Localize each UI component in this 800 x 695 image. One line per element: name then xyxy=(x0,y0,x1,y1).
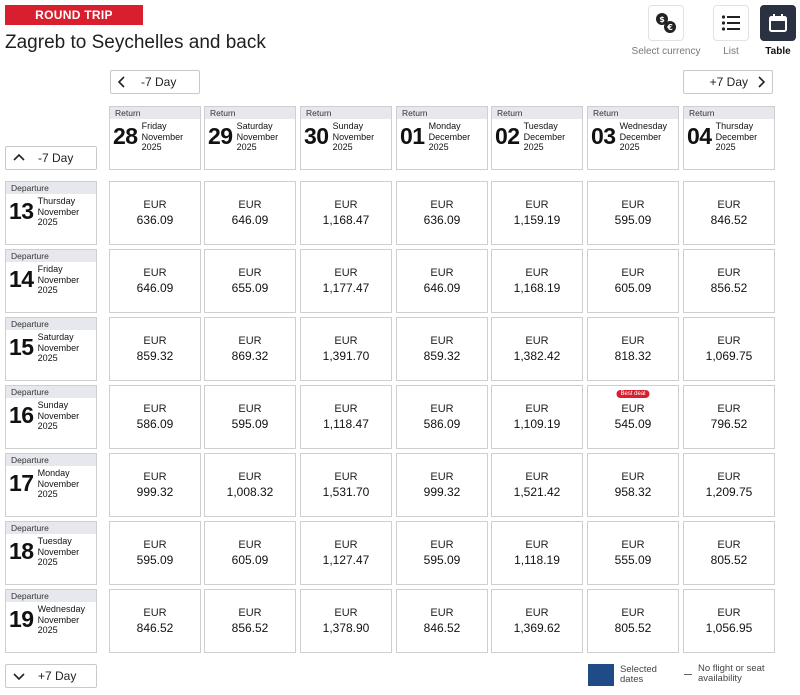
departure-label: Departure xyxy=(6,250,96,262)
price-amount: 1,056.95 xyxy=(705,621,753,635)
price-amount: 646.09 xyxy=(231,213,269,227)
price-amount: 1,209.75 xyxy=(705,485,753,499)
selected-swatch xyxy=(588,664,614,686)
return-year: 2025 xyxy=(523,142,544,152)
departure-date-header[interactable] xyxy=(5,249,97,313)
price-currency: EUR xyxy=(717,539,741,551)
price-cell[interactable] xyxy=(396,453,488,517)
select-currency-control[interactable] xyxy=(630,5,702,57)
departure-weekday: Thursday xyxy=(37,196,76,206)
departure-date-header[interactable] xyxy=(5,589,97,653)
price-amount: 1,127.47 xyxy=(322,553,370,567)
price-currency: EUR xyxy=(717,471,741,483)
return-month: November xyxy=(332,131,375,142)
return-date-header[interactable] xyxy=(396,106,488,170)
departure-next-week-label: +7 Day xyxy=(38,669,77,683)
price-cell[interactable] xyxy=(683,181,775,245)
price-cell[interactable] xyxy=(109,453,201,517)
return-date-header[interactable] xyxy=(204,106,296,170)
return-weekday: Saturday xyxy=(236,121,273,131)
price-amount: 646.09 xyxy=(423,281,461,295)
price-amount: 586.09 xyxy=(423,417,461,431)
return-prev-week-label: -7 Day xyxy=(141,75,177,89)
departure-weekday: Monday xyxy=(37,468,70,478)
return-day: 01 xyxy=(400,123,425,150)
return-label: Return xyxy=(588,107,678,119)
departure-year: 2025 xyxy=(37,217,58,227)
return-date-header[interactable] xyxy=(109,106,201,170)
svg-text:€: € xyxy=(667,23,673,32)
return-weekday: Tuesday xyxy=(523,121,558,131)
price-cell[interactable] xyxy=(396,385,488,449)
return-day: 28 xyxy=(113,123,138,150)
price-currency: EUR xyxy=(525,607,549,619)
price-cell[interactable] xyxy=(204,589,296,653)
price-amount: 1,521.42 xyxy=(513,485,561,499)
departure-date-header[interactable] xyxy=(5,453,97,517)
return-label: Return xyxy=(301,107,391,119)
price-cell[interactable] xyxy=(587,385,679,449)
price-cell[interactable] xyxy=(683,317,775,381)
departure-month: November xyxy=(37,410,80,421)
departure-weekday: Wednesday xyxy=(37,604,85,614)
price-amount: 1,369.62 xyxy=(513,621,561,635)
departure-date-header[interactable] xyxy=(5,385,97,449)
legend-selected xyxy=(588,664,668,686)
departure-year: 2025 xyxy=(37,285,58,295)
chevron-up-icon xyxy=(6,147,30,169)
price-currency: EUR xyxy=(143,403,167,415)
table-view-control[interactable] xyxy=(760,5,796,57)
price-cell[interactable] xyxy=(109,181,201,245)
price-cell[interactable] xyxy=(587,317,679,381)
price-currency: EUR xyxy=(621,403,645,415)
departure-month: November xyxy=(37,614,80,625)
price-cell[interactable] xyxy=(396,249,488,313)
price-currency: EUR xyxy=(334,471,358,483)
price-currency: EUR xyxy=(525,403,549,415)
price-currency: EUR xyxy=(143,471,167,483)
price-currency: EUR xyxy=(717,607,741,619)
price-currency: EUR xyxy=(238,403,262,415)
price-cell[interactable] xyxy=(683,249,775,313)
departure-weekday: Friday xyxy=(37,264,63,274)
price-currency: EUR xyxy=(621,199,645,211)
price-currency: EUR xyxy=(430,267,454,279)
return-date-header[interactable] xyxy=(587,106,679,170)
price-amount: 636.09 xyxy=(423,213,461,227)
departure-weekday: Tuesday xyxy=(37,536,72,546)
best-deal-badge: Best deal xyxy=(616,390,649,398)
departure-day: 14 xyxy=(9,266,34,293)
price-cell[interactable] xyxy=(300,317,392,381)
trip-type-badge: ROUND TRIP xyxy=(5,5,143,25)
price-cell[interactable] xyxy=(491,521,583,585)
price-cell[interactable] xyxy=(491,589,583,653)
departure-label: Departure xyxy=(6,454,96,466)
price-amount: 805.52 xyxy=(710,553,748,567)
departure-date-header[interactable] xyxy=(5,521,97,585)
price-currency: EUR xyxy=(621,607,645,619)
price-currency: EUR xyxy=(334,607,358,619)
price-currency: EUR xyxy=(525,199,549,211)
legend-selected-label: Selected dates xyxy=(620,664,657,685)
departure-label: Departure xyxy=(6,182,96,194)
price-currency: EUR xyxy=(238,471,262,483)
price-currency: EUR xyxy=(143,539,167,551)
price-currency: EUR xyxy=(143,199,167,211)
price-cell[interactable] xyxy=(109,317,201,381)
departure-year: 2025 xyxy=(37,557,58,567)
list-view-label: List xyxy=(723,46,739,57)
price-amount: 555.09 xyxy=(614,553,652,567)
return-weekday: Wednesday xyxy=(619,121,667,131)
return-month: November xyxy=(141,131,184,142)
departure-day: 18 xyxy=(9,538,34,565)
price-cell[interactable] xyxy=(204,453,296,517)
departure-day: 17 xyxy=(9,470,34,497)
price-cell[interactable] xyxy=(683,453,775,517)
departure-month: November xyxy=(37,546,80,557)
departure-day: 13 xyxy=(9,198,34,225)
price-amount: 958.32 xyxy=(614,485,652,499)
price-amount: 1,378.90 xyxy=(322,621,370,635)
price-amount: 1,118.47 xyxy=(323,417,369,431)
price-cell[interactable] xyxy=(204,181,296,245)
return-month: December xyxy=(428,131,471,142)
price-cell[interactable] xyxy=(109,249,201,313)
price-amount: 818.32 xyxy=(614,349,652,363)
price-amount: 595.09 xyxy=(614,213,652,227)
return-label: Return xyxy=(205,107,295,119)
price-cell[interactable] xyxy=(204,521,296,585)
price-cell[interactable] xyxy=(300,589,392,653)
chevron-right-icon xyxy=(748,71,772,93)
departure-month: November xyxy=(37,478,80,489)
price-amount: 999.32 xyxy=(136,485,174,499)
return-date-header[interactable] xyxy=(491,106,583,170)
departure-year: 2025 xyxy=(37,353,58,363)
return-year: 2025 xyxy=(236,142,257,152)
return-date-header[interactable] xyxy=(683,106,775,170)
price-amount: 856.52 xyxy=(231,621,269,635)
price-currency: EUR xyxy=(238,199,262,211)
price-currency: EUR xyxy=(621,471,645,483)
price-cell[interactable] xyxy=(396,317,488,381)
price-amount: 1,382.42 xyxy=(513,349,561,363)
price-amount: 1,159.19 xyxy=(513,213,561,227)
return-weekday: Thursday xyxy=(715,121,754,131)
departure-weekday: Saturday xyxy=(37,332,74,342)
return-day: 29 xyxy=(208,123,233,150)
svg-text:$: $ xyxy=(659,15,665,24)
price-cell[interactable] xyxy=(109,385,201,449)
price-amount: 1,168.19 xyxy=(513,281,561,295)
unavailable-dash xyxy=(684,674,692,675)
price-amount: 1,069.75 xyxy=(705,349,753,363)
page-title: Zagreb to Seychelles and back xyxy=(5,32,266,53)
price-cell[interactable] xyxy=(491,317,583,381)
price-amount: 636.09 xyxy=(136,213,174,227)
price-currency: EUR xyxy=(430,403,454,415)
legend-unavailable xyxy=(684,664,800,684)
departure-month: November xyxy=(37,206,80,217)
price-currency: EUR xyxy=(525,471,549,483)
table-view-label: Table xyxy=(765,46,791,57)
price-currency: EUR xyxy=(334,335,358,347)
price-amount: 595.09 xyxy=(231,417,269,431)
legend-unavailable-label: No flight or seat availability xyxy=(698,663,765,684)
price-currency: EUR xyxy=(238,267,262,279)
return-date-header[interactable] xyxy=(300,106,392,170)
price-cell[interactable] xyxy=(204,317,296,381)
departure-month: November xyxy=(37,274,80,285)
departure-day: 16 xyxy=(9,402,34,429)
departure-label: Departure xyxy=(6,522,96,534)
price-currency: EUR xyxy=(621,335,645,347)
price-cell[interactable] xyxy=(396,181,488,245)
price-currency: EUR xyxy=(334,403,358,415)
price-cell[interactable] xyxy=(300,385,392,449)
price-currency: EUR xyxy=(430,199,454,211)
departure-label: Departure xyxy=(6,386,96,398)
price-cell[interactable] xyxy=(396,521,488,585)
departure-next-week-button[interactable] xyxy=(5,664,97,688)
price-cell[interactable] xyxy=(491,181,583,245)
departure-prev-week-label: -7 Day xyxy=(38,151,74,165)
price-amount: 1,168.47 xyxy=(322,213,370,227)
price-cell[interactable] xyxy=(396,589,488,653)
price-cell[interactable] xyxy=(587,181,679,245)
price-amount: 869.32 xyxy=(231,349,269,363)
departure-year: 2025 xyxy=(37,625,58,635)
return-next-week-button[interactable] xyxy=(683,70,773,94)
return-year: 2025 xyxy=(332,142,353,152)
price-currency: EUR xyxy=(334,539,358,551)
price-currency: EUR xyxy=(238,607,262,619)
price-currency: EUR xyxy=(334,199,358,211)
departure-label: Departure xyxy=(6,318,96,330)
price-cell[interactable] xyxy=(300,181,392,245)
price-currency: EUR xyxy=(717,335,741,347)
select-currency-label: Select currency xyxy=(631,46,701,57)
price-amount: 796.52 xyxy=(710,417,748,431)
return-label: Return xyxy=(110,107,200,119)
departure-year: 2025 xyxy=(37,421,58,431)
price-currency: EUR xyxy=(430,539,454,551)
departure-prev-week-button[interactable] xyxy=(5,146,97,170)
return-day: 03 xyxy=(591,123,616,150)
price-amount: 805.52 xyxy=(614,621,652,635)
price-amount: 605.09 xyxy=(614,281,652,295)
departure-year: 2025 xyxy=(37,489,58,499)
return-label: Return xyxy=(397,107,487,119)
price-amount: 545.09 xyxy=(614,417,652,431)
currency-exchange-icon[interactable] xyxy=(648,5,684,41)
price-amount: 846.52 xyxy=(423,621,461,635)
return-month: December xyxy=(619,131,662,142)
price-currency: EUR xyxy=(334,267,358,279)
price-currency: EUR xyxy=(430,335,454,347)
price-amount: 1,109.19 xyxy=(513,417,561,431)
return-year: 2025 xyxy=(428,142,449,152)
price-currency: EUR xyxy=(430,471,454,483)
price-cell[interactable] xyxy=(587,453,679,517)
price-cell[interactable] xyxy=(491,453,583,517)
price-currency: EUR xyxy=(238,335,262,347)
price-currency: EUR xyxy=(525,267,549,279)
price-amount: 646.09 xyxy=(136,281,174,295)
price-amount: 1,531.70 xyxy=(322,485,370,499)
price-cell[interactable] xyxy=(109,589,201,653)
price-cell[interactable] xyxy=(587,521,679,585)
price-amount: 859.32 xyxy=(423,349,461,363)
price-amount: 655.09 xyxy=(231,281,269,295)
price-amount: 595.09 xyxy=(136,553,174,567)
price-currency: EUR xyxy=(717,267,741,279)
price-cell[interactable] xyxy=(683,589,775,653)
list-icon[interactable] xyxy=(713,5,749,41)
return-weekday: Friday xyxy=(141,121,167,131)
return-year: 2025 xyxy=(619,142,640,152)
departure-weekday: Sunday xyxy=(37,400,69,410)
return-year: 2025 xyxy=(715,142,736,152)
price-amount: 1,391.70 xyxy=(322,349,370,363)
price-cell[interactable] xyxy=(587,249,679,313)
price-currency: EUR xyxy=(143,607,167,619)
return-month: December xyxy=(715,131,758,142)
list-view-control[interactable] xyxy=(712,5,750,57)
price-cell[interactable] xyxy=(300,249,392,313)
price-amount: 999.32 xyxy=(423,485,461,499)
chevron-left-icon xyxy=(111,71,131,93)
price-amount: 856.52 xyxy=(710,281,748,295)
departure-date-header[interactable] xyxy=(5,181,97,245)
return-next-week-label: +7 Day xyxy=(709,75,748,89)
price-currency: EUR xyxy=(525,335,549,347)
price-currency: EUR xyxy=(621,539,645,551)
departure-day: 15 xyxy=(9,334,34,361)
departure-label: Departure xyxy=(6,590,96,602)
return-month: November xyxy=(236,131,279,142)
price-cell[interactable] xyxy=(109,521,201,585)
price-amount: 846.52 xyxy=(710,213,748,227)
price-cell[interactable] xyxy=(683,385,775,449)
return-month: December xyxy=(523,131,566,142)
return-day: 04 xyxy=(687,123,712,150)
price-amount: 1,177.47 xyxy=(322,281,370,295)
price-currency: EUR xyxy=(143,267,167,279)
price-cell[interactable] xyxy=(587,589,679,653)
price-amount: 595.09 xyxy=(423,553,461,567)
return-weekday: Monday xyxy=(428,121,461,131)
price-amount: 1,008.32 xyxy=(226,485,274,499)
return-label: Return xyxy=(684,107,774,119)
return-day: 30 xyxy=(304,123,329,150)
price-currency: EUR xyxy=(717,199,741,211)
price-amount: 605.09 xyxy=(231,553,269,567)
chevron-down-icon xyxy=(6,665,30,687)
price-cell[interactable] xyxy=(491,385,583,449)
departure-day: 19 xyxy=(9,606,34,633)
price-currency: EUR xyxy=(717,403,741,415)
price-currency: EUR xyxy=(238,539,262,551)
price-amount: 1,118.19 xyxy=(514,553,560,567)
price-currency: EUR xyxy=(525,539,549,551)
return-prev-week-button[interactable] xyxy=(110,70,200,94)
price-cell[interactable] xyxy=(491,249,583,313)
return-weekday: Sunday xyxy=(332,121,364,131)
return-year: 2025 xyxy=(141,142,162,152)
price-cell[interactable] xyxy=(204,249,296,313)
price-cell[interactable] xyxy=(300,453,392,517)
return-label: Return xyxy=(492,107,582,119)
price-cell[interactable] xyxy=(300,521,392,585)
price-amount: 586.09 xyxy=(136,417,174,431)
price-cell[interactable] xyxy=(204,385,296,449)
return-day: 02 xyxy=(495,123,520,150)
price-amount: 859.32 xyxy=(136,349,174,363)
departure-month: November xyxy=(37,342,80,353)
price-amount: 846.52 xyxy=(136,621,174,635)
price-currency: EUR xyxy=(143,335,167,347)
price-cell[interactable] xyxy=(683,521,775,585)
price-currency: EUR xyxy=(430,607,454,619)
departure-date-header[interactable] xyxy=(5,317,97,381)
price-currency: EUR xyxy=(621,267,645,279)
calendar-icon[interactable] xyxy=(760,5,796,41)
